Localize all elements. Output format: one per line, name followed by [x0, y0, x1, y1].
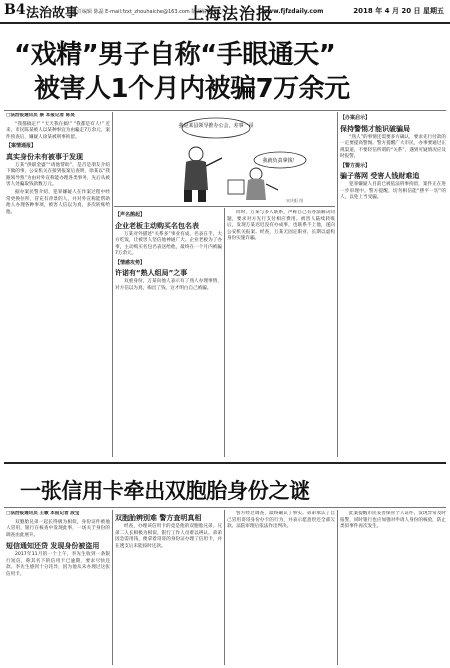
- rule: [4, 110, 446, 111]
- rule: [114, 206, 335, 207]
- paragraph: “我都搞定!” “天天我在搞!” “我都是有人!” 近来，市民陈某被人以某种事宜为由骗走7万余元。案件侦查后，嫌疑人徐某被刑事拘留。: [6, 121, 110, 140]
- headline-line1: “戏精”男子自称“手眼通天”: [14, 40, 336, 70]
- bottom-headline: 一张信用卡牵出双胞胎身份之谜: [20, 479, 310, 503]
- column-divider: [224, 510, 225, 665]
- section-name: 法治故事: [26, 6, 79, 21]
- column-divider: [337, 510, 338, 665]
- subheading: 许诺有“熟人组局”之事: [115, 269, 188, 277]
- paragraph: 犯罪嫌疑人目前已被依法刑事拘留，案件正在进一步审理中。警方提醒，切勿相信能“摆平一切”的人，以免上当受骗。: [340, 182, 446, 200]
- article-column-3: [227, 210, 335, 456]
- cartoon-illustration: [168, 114, 316, 204]
- paragraph: 万某对外描述“关系多”事业有成，名表在手，大方吃饭，让被害人坚信他神通广大。企业老板为了办事，主动购买名包名表送给他，最终在一个月内被骗7万余元。: [115, 231, 222, 256]
- section-label: 【情感攻势】: [115, 259, 146, 266]
- bottom-column-4: [340, 511, 446, 665]
- subheading: 短信通知还贷 发现身份被盗用: [6, 542, 100, 550]
- cartoon-credit: 宋庆阳 图: [286, 198, 304, 203]
- bottom-column-3: [227, 511, 335, 665]
- byline: □法治报通讯员 蔡 本报记者 陈昊: [6, 113, 75, 118]
- speech-bubble-2: 我就负责拿钱！: [262, 158, 298, 164]
- column-divider: [112, 510, 113, 665]
- subheading: 企业老板主动购买名包名表: [115, 221, 199, 230]
- page-number: B4: [4, 2, 26, 18]
- article-column-1: [6, 113, 110, 457]
- rule: [4, 507, 446, 508]
- paragraph: 此案提醒市民妥善保管个人证件，发现异常及时报警，同时银行也应加强对申请人身份的核验，防止类似事件再次发生。: [340, 511, 446, 529]
- page-header: [0, 0, 450, 24]
- paragraph: 据办案民警介绍，犯罪嫌疑人在作案过程中经常更换住所，冒充有背景的人，并对外宣称能帮助他人办理各种事项，被害人信以为真，多次转账给他。: [6, 190, 110, 215]
- column-divider: [337, 112, 338, 457]
- paragraph: 万某“供职金盛”“请他帮助”，是否是朋友介绍下做的事，公安机关在接到报案后查明，徐某以“我跟领导熟”为由对外宣称能办理各类事务，先后从被害人处骗取钱款数万元。: [6, 162, 110, 187]
- story-separator: [4, 462, 446, 464]
- section-label: 【声名鹊起】: [115, 212, 146, 218]
- subheading: 双胞胎辨别难 警方查明真相: [115, 514, 202, 522]
- subheading: 骗子落网 受害人钱财难追: [340, 172, 420, 180]
- section-label: 【警方提示】: [340, 162, 371, 169]
- column-divider: [112, 112, 113, 457]
- byline: □法治报通讯员 王敏 本报记者 段宝: [6, 511, 80, 516]
- paragraph: 经查，办理该信用卡的竟是他的双胞胎兄弟。兄弟二人长相极为相似，银行工作人员难以辨认。弟弟因急需用钱，便拿着哥哥的身份证办理了信用卡，并在透支后未能按时还款。: [115, 524, 222, 549]
- issue-date: 2018 年 4 月 20 日 星期五: [353, 7, 444, 15]
- subheading: 保持警惕才能识破骗局: [340, 124, 410, 133]
- subheading: 真实身份未有被事于发现: [6, 152, 83, 161]
- paragraph: 双胞胎兄弟一起长得极为相似，身份证件被他人冒用，银行在核查中发现此事，一场关于身份的调查由此展开。: [6, 519, 110, 538]
- paragraph: “熟人”的事情还需要多方确认，要求先行付款的一定要提高警惕。警方提醒广大市民，办事要通过正规渠道，不要轻信所谓的“关系”，遇到可疑情况应及时报警。: [340, 134, 446, 159]
- paragraph: 双重身份，万某向他人表示有了熟人办理事情，对方信以为真，掏出了钱，这才明白自己被骗。: [115, 279, 222, 291]
- paragraph: 2017年11月的一个上午，李先生收到一条银行短信，称其名下的信用卡已逾期，要求尽快还款。李先生感到十分诧异，因为他从未办理过这张信用卡。: [6, 552, 110, 577]
- column-divider: [224, 208, 225, 457]
- speech-bubble-1: 我是某县领导推办公会，差事一哥: [178, 123, 254, 129]
- paragraph: 同时，万某与多人联系，声称自己有办法解决问题，要求对方先行支付相应费用。被害人陆续转账后，发现万某迟迟没有办成事，也联系不上他，遂向公安机关报案。经查，万某无固定职业，长期以虚构身份实施诈骗。: [227, 210, 335, 241]
- editor-info: 责任编辑 陈磊 E-mail:fzxt_zhouhaiche@163.com 版面编辑 张心: [72, 9, 223, 15]
- section-label: 【案情通报】: [6, 143, 37, 149]
- bottom-column-2: [115, 511, 222, 665]
- headline-line2: 被害人1个月内被骗7万余元: [34, 74, 350, 104]
- article-column-4: [340, 113, 446, 457]
- website: www.fjfzdaily.com: [262, 8, 324, 15]
- bottom-column-1: [6, 511, 110, 665]
- section-label: 【办案启示】: [340, 115, 371, 121]
- newspaper-logo: 上海法治报: [188, 4, 274, 23]
- article-column-2: [115, 210, 222, 456]
- paragraph: 警方经过调查，最终确认了事实。弟弟承认了自己冒用哥哥身份办卡的行为，并表示愿意偿还全部欠款。法院审理后依法作出判决。: [227, 511, 335, 529]
